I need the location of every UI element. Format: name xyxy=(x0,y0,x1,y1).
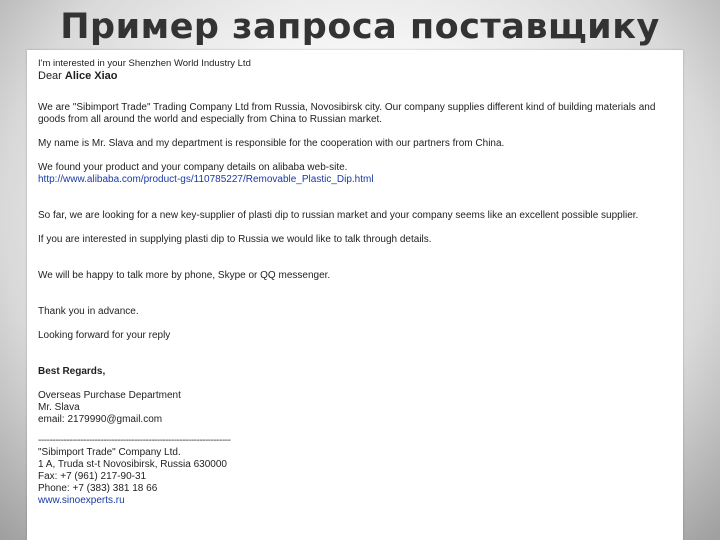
email-greeting xyxy=(38,70,673,82)
email-letter xyxy=(27,50,683,540)
signature-divider: -------------------------------------------------------------------- xyxy=(38,436,231,445)
footer-fax: Fax: +7 (961) 217-90-31 xyxy=(38,471,147,482)
footer-phone: Phone: +7 (383) 381 18 66 xyxy=(38,483,158,494)
greeting-prefix: Dear xyxy=(38,70,65,82)
signature-email: email: 2179990@gmail.com xyxy=(38,414,163,425)
interested-paragraph: If you are interested in supplying plasti dip to Russia we would like to talk through details. xyxy=(38,234,432,245)
email-subject: I'm interested in your Shenzhen World Industry Ltd xyxy=(38,58,251,69)
product-link[interactable]: http://www.alibaba.com/product-gs/110785227/Removable_Plastic_Dip.html xyxy=(38,174,374,185)
looking-forward-paragraph: Looking forward for your reply xyxy=(38,330,171,341)
found-paragraph: We found your product and your company details on alibaba web-site. xyxy=(38,162,348,173)
recipient-name: Alice Xiao xyxy=(64,70,118,82)
footer-website-link[interactable]: www.sinoexperts.ru xyxy=(38,495,125,506)
happy-paragraph: We will be happy to talk more by phone, Skype or QQ messenger. xyxy=(38,270,331,281)
looking-paragraph: So far, we are looking for a new key-supplier of plasti dip to russian market and your company seems like an excellent possible supplier. xyxy=(38,210,639,221)
name-paragraph: My name is Mr. Slava and my department is responsible for the cooperation with our partners from China. xyxy=(38,138,505,149)
signature-person: Mr. Slava xyxy=(38,402,80,413)
footer-address: 1 A, Truda st-t Novosibirsk, Russia 630000 xyxy=(38,459,227,470)
regards-line: Best Regards, xyxy=(38,366,106,377)
slide-title: Пример запроса поставщику xyxy=(60,7,660,47)
intro-paragraph: We are "Sibimport Trade" Trading Company Ltd from Russia, Novosibirsk city. Our company supplies different kind of building materials and goods from all around the world and especially from China to Russian market. xyxy=(38,102,656,125)
signature-department: Overseas Purchase Department xyxy=(38,390,181,401)
footer-company: "Sibimport Trade" Company Ltd. xyxy=(38,447,181,458)
thanks-paragraph: Thank you in advance. xyxy=(38,306,139,317)
